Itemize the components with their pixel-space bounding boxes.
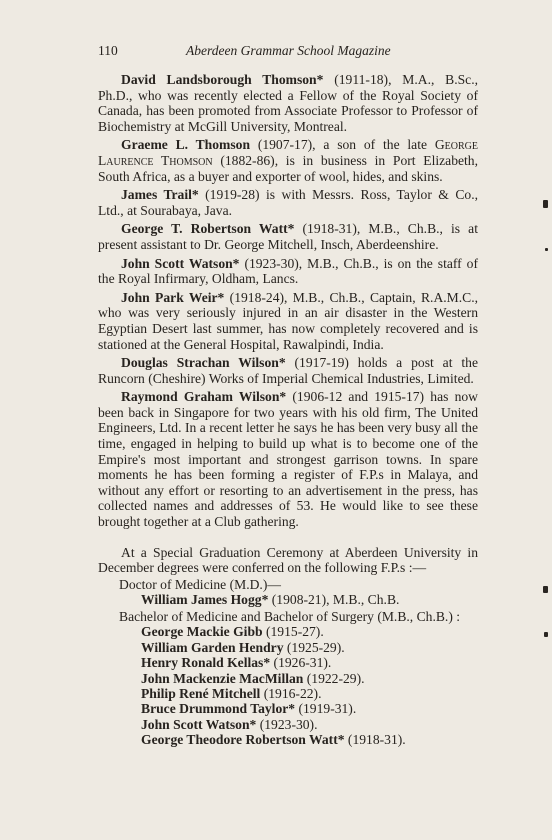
graduate-years: (1919-31). — [295, 701, 357, 717]
graduate-name: William James Hogg* — [141, 592, 269, 608]
entry-text: (1923-30), M.B., Ch.B., is on the staff of the Royal Infirmary, Oldham, Lancs. — [98, 255, 478, 287]
graduate-years: (1925-29). — [283, 639, 345, 655]
graduate-years: (1926-31). — [270, 655, 332, 671]
graduate-name: Henry Ronald Kellas* — [141, 655, 271, 671]
entry-name: Raymond Graham Wilson* — [121, 389, 287, 405]
body-text — [98, 72, 478, 748]
graduate-name: John Scott Watson* — [141, 716, 257, 732]
entry-name: James Trail* — [121, 187, 199, 203]
entry-paragraph — [98, 187, 478, 218]
graduate-name: George Theodore Robertson Watt* — [141, 732, 345, 748]
graduate-line — [141, 671, 478, 686]
graduate-line — [141, 640, 478, 655]
graduate-line — [141, 592, 478, 607]
entry-name: John Scott Watson* — [121, 255, 240, 271]
entry-text: (1882-86), is in business in Port Elizabeth, South Africa, as a buyer and exporter of wool, hides, and skins. — [98, 152, 478, 184]
graduate-list — [98, 624, 478, 747]
scan-speck — [543, 586, 548, 593]
graduate-line — [141, 701, 478, 716]
graduate-name: Bruce Drummond Taylor* — [141, 701, 296, 717]
entry-paragraph — [98, 72, 478, 134]
entry-text: (1917-19) holds a post at the Runcorn (Cheshire) Works of Imperial Chemical Industries, Limited. — [98, 355, 478, 386]
entry-paragraph — [98, 290, 478, 352]
degree-heading-md: Doctor of Medicine (M.D.)— — [119, 576, 281, 592]
entry-paragraph — [98, 389, 478, 529]
graduate-line — [141, 732, 478, 747]
page-number: 110 — [98, 43, 118, 58]
graduate-line — [141, 655, 478, 670]
entry-text: (1918-31), M.B., Ch.B., is at present assistant to Dr. George Mitchell, Insch, Aberdeenshire. — [98, 221, 478, 252]
running-title: Aberdeen Grammar School Magazine — [186, 43, 391, 58]
entry-name: Douglas Strachan Wilson* — [121, 355, 286, 371]
entry-paragraph — [98, 137, 478, 184]
entry-name: Graeme L. Thomson — [121, 137, 251, 153]
entry-text: (1911-18), M.A., B.Sc., Ph.D., who was recently elected a Fellow of the Royal Society of Canada, has been promoted from Associate Professor to Professor of Biochemistry at McGill University, Montreal. — [98, 72, 479, 134]
graduate-years: (1916-22). — [260, 686, 322, 702]
entry-name: John Park Weir* — [121, 289, 225, 305]
graduate-name: William Garden Hendry — [141, 639, 284, 655]
graduate-years: (1918-31). — [344, 732, 406, 748]
graduate-line — [141, 717, 478, 732]
entry-name: David Landsborough Thomson* — [121, 72, 324, 87]
graduate-years: (1923-30). — [256, 716, 318, 732]
graduate-name: John Mackenzie MacMillan — [141, 670, 304, 686]
graduate-years: (1922-29). — [303, 670, 365, 686]
graduate-line — [141, 686, 478, 701]
entry-paragraph — [98, 256, 478, 287]
scan-speck — [544, 632, 548, 637]
entry-text: (1907-17), a son of the late — [250, 137, 435, 153]
entry-smallcaps-name: George Laurence Thomson — [98, 137, 478, 168]
entry-text: (1906-12 and 1915-17) has now been back in Singapore for two years with his old firm, The United Engineers, Ltd. In a recent letter he says he has been very busy all the time, engaged in helping to build up what is to become one of the Empire's most important and strongest garrison towns. In spare moments he has been forming a register of F.P.s in Malaya, and without any effort or resorting to an advertisement in the press, has collected names and addresses of 53. He would like to see these brought together at a Club gathering. — [98, 389, 478, 530]
page-header — [98, 43, 478, 61]
entry-paragraph — [98, 221, 478, 252]
graduate-details: (1908-21), M.B., Ch.B. — [268, 592, 400, 608]
graduation-intro: At a Special Graduation Ceremony at Aberdeen University in December degrees were conferred on the following F.P.s :— — [98, 544, 478, 576]
entry-text: (1919-28) is with Messrs. Ross, Taylor & Co., Ltd., at Sourabaya, Java. — [98, 187, 478, 218]
entry-paragraph — [98, 355, 478, 386]
entry-text: (1918-24), M.B., Ch.B., Captain, R.A.M.C., who was very seriously injured in an air disaster in the Western Egyptian Desert last summer, has now completely recovered and is stationed at the General Hospital, Rawalpindi, India. — [98, 289, 479, 352]
scan-speck — [545, 248, 548, 251]
scan-speck — [543, 200, 548, 208]
degree-heading-mbchb: Bachelor of Medicine and Bachelor of Surgery (M.B., Ch.B.) : — [119, 608, 461, 624]
entry-name: George T. Robertson Watt* — [121, 221, 295, 237]
graduate-name: George Mackie Gibb — [141, 624, 263, 640]
graduate-name: Philip René Mitchell — [141, 686, 261, 702]
graduate-years: (1915-27). — [262, 624, 324, 640]
graduate-line — [141, 624, 478, 639]
